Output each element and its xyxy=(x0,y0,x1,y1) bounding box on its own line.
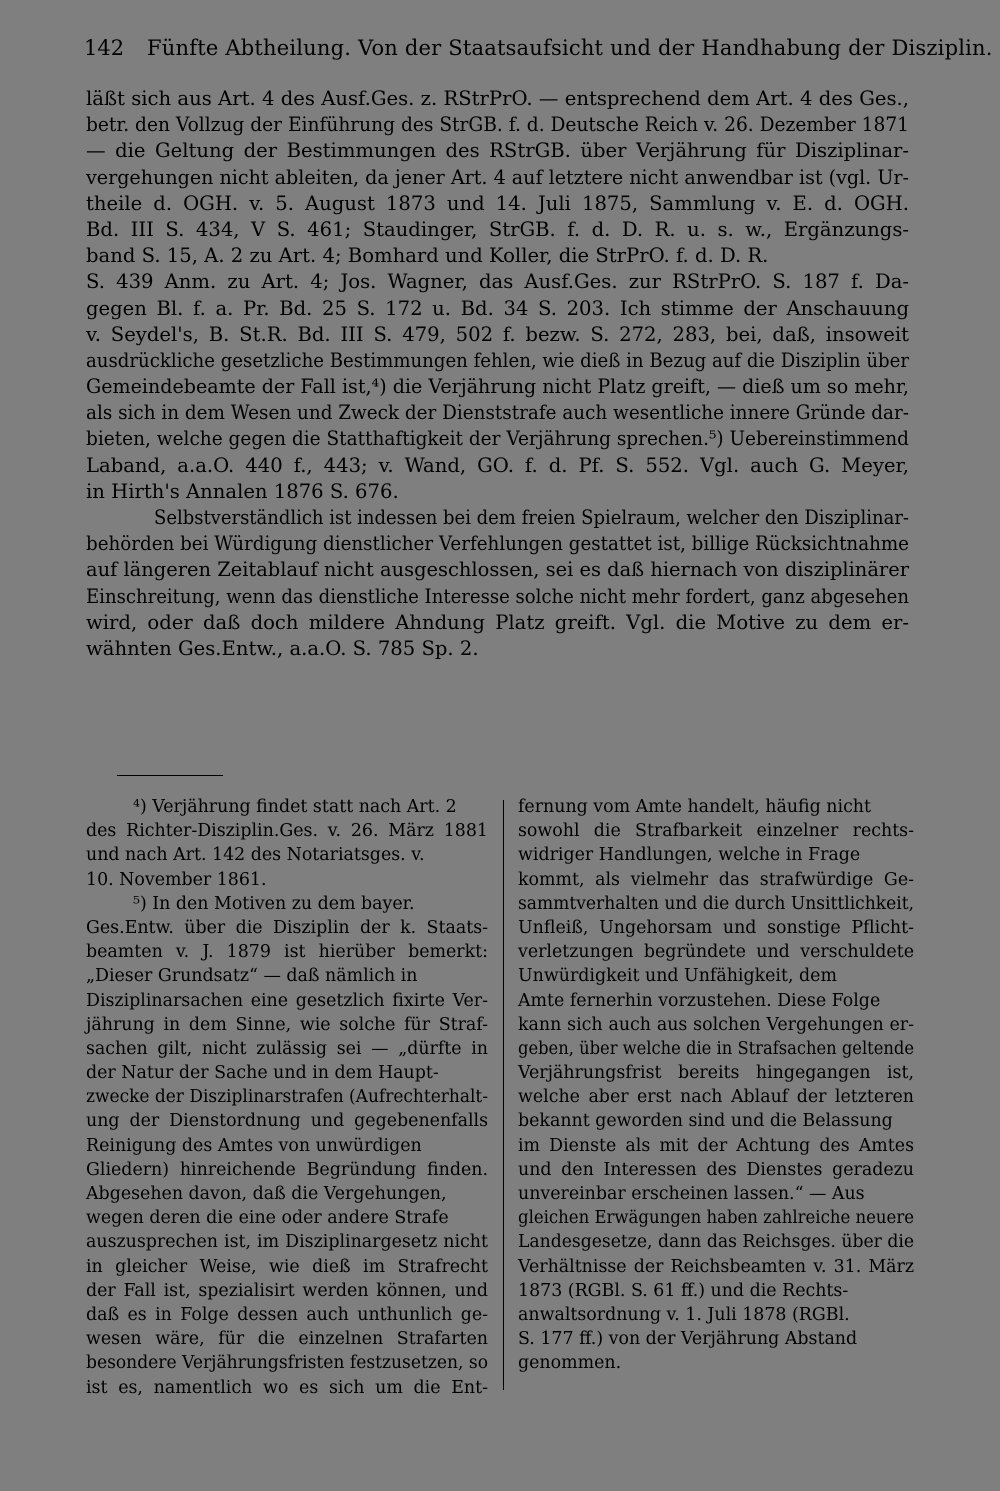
text-line: und den Interessen des Dienstes geradezu xyxy=(518,1159,914,1180)
text-line: Gemeindebeamte der Fall ist,⁴) die Verjährung nicht Platz greift, — dieß um so mehr, xyxy=(86,375,909,399)
text-line: auszusprechen ist, im Disziplinargesetz nicht xyxy=(86,1232,488,1253)
text-line: Bd. III S. 434, V S. 461; Staudinger, StrGB. f. d. D. R. u. s. w., Ergänzungs- xyxy=(86,217,909,241)
text-line: sammtverhalten und die durch Unsittlichkeit, xyxy=(518,893,914,914)
text-line: theile d. OGH. v. 5. August 1873 und 14. Juli 1875, Sammlung v. E. d. OGH. xyxy=(86,191,909,215)
text-line: anwaltsordnung v. 1. Juli 1878 (RGBl. xyxy=(518,1304,850,1325)
text-line: Unwürdigkeit und Unfähigkeit, dem xyxy=(518,966,837,987)
text-line: bekannt geworden sind und die Belassung xyxy=(518,1111,893,1132)
text-line: Einschreitung, wenn das dienstliche Interesse solche nicht mehr fordert, ganz abgesehen xyxy=(86,584,909,608)
text-line: Gliedern) hinreichende Begründung finden. xyxy=(86,1159,488,1180)
column-rule xyxy=(503,800,504,1390)
text-line: wird, oder daß doch mildere Ahndung Platz greift. Vgl. die Motive zu dem er- xyxy=(86,610,909,634)
text-line: fernung vom Amte handelt, häufig nicht xyxy=(518,797,871,817)
text-line: Abgesehen davon, daß die Vergehungen, xyxy=(86,1184,447,1204)
text-line: Disziplinarsachen eine gesetzlich fixirte Ver- xyxy=(86,990,488,1011)
text-line: der Fall ist, spezialisirt werden können, und xyxy=(86,1280,488,1301)
text-line: daß es in Folge dessen auch unthunlich ge- xyxy=(86,1304,488,1325)
text-line: in gleicher Weise, wie dieß im Strafrecht xyxy=(86,1256,488,1277)
page-number: 142 xyxy=(84,36,125,60)
text-line: behörden bei Würdigung dienstlicher Verfehlungen gestattet ist, billige Rücksichtnahme xyxy=(86,532,909,556)
text-line: wähnten Ges.Entw., a.a.O. S. 785 Sp. 2. xyxy=(86,636,479,660)
text-line: sowohl die Strafbarkeit einzelner rechts- xyxy=(518,821,914,842)
text-line: verletzungen begründete und verschuldete xyxy=(518,942,914,963)
text-line: S. 177 ff.) von der Verjährung Abstand xyxy=(518,1329,858,1350)
text-line: beamten v. J. 1879 ist hierüber bemerkt: xyxy=(86,942,488,963)
text-line: im Dienste als mit der Achtung des Amtes xyxy=(518,1135,914,1156)
text-line: zwecke der Disziplinarstrafen (Aufrechterhalt- xyxy=(86,1087,488,1108)
text-line: geben, über welche die in Strafsachen geltende xyxy=(518,1038,914,1059)
text-line: betr. den Vollzug der Einführung des StrGB. f. d. Deutsche Reich v. 26. Dezember 1871 xyxy=(86,113,909,137)
text-line: „Dieser Grundsatz“ — daß nämlich in xyxy=(86,966,418,987)
text-line: Verjährungsfrist bereits hingegangen ist, xyxy=(518,1063,914,1084)
text-line: ⁴) Verjährung findet statt nach Art. 2 xyxy=(133,797,457,817)
text-line: v. Seydel's, B. St.R. Bd. III S. 479, 502 f. bezw. S. 272, 283, bei, daß, insoweit xyxy=(86,322,909,346)
text-line: und nach Art. 142 des Notariatsges. v. xyxy=(86,845,425,866)
footnotes-left-column xyxy=(86,795,488,1400)
text-line: genommen. xyxy=(518,1353,622,1374)
running-title: Fünfte Abtheilung. Von der Staatsaufsicht und der Handhabung der Disziplin. xyxy=(147,36,993,60)
text-line: Landesgesetze, dann das Reichsges. über die xyxy=(518,1232,914,1253)
text-line: 10. November 1861. xyxy=(86,869,267,890)
text-line: wegen deren die eine oder andere Strafe xyxy=(86,1208,449,1229)
text-line: Amte fernerhin vorzustehen. Diese Folge xyxy=(518,990,881,1011)
text-line: gegen Bl. f. a. Pr. Bd. 25 S. 172 u. Bd. 34 S. 203. Ich stimme der Anschauung xyxy=(86,296,909,320)
text-line: ist es, namentlich wo es sich um die Ent- xyxy=(86,1377,488,1398)
footnote-separator xyxy=(117,775,223,776)
text-line: sachen gilt, nicht zulässig sei — „dürfte in xyxy=(86,1038,488,1059)
text-line: ausdrückliche gesetzliche Bestimmungen fehlen, wie dieß in Bezug auf die Disziplin über xyxy=(86,348,909,372)
text-line: ⁵) In den Motiven zu dem bayer. xyxy=(133,893,415,914)
text-line: des Richter-Disziplin.Ges. v. 26. März 1881 xyxy=(86,821,488,842)
text-line: — die Geltung der Bestimmungen des RStrGB. über Verjährung für Disziplinar- xyxy=(86,139,909,163)
text-line: kann sich auch aus solchen Vergehungen er- xyxy=(518,1014,914,1035)
text-line: Ges.Entw. über die Disziplin der k. Staats- xyxy=(86,917,488,938)
main-body-text xyxy=(86,86,909,662)
text-line: gleichen Erwägungen haben zahlreiche neuere xyxy=(518,1208,914,1229)
text-line: unvereinbar erscheinen lassen.“ — Aus xyxy=(518,1184,865,1204)
text-line: als sich in dem Wesen und Zweck der Dienststrafe auch wesentliche innere Gründe dar- xyxy=(86,401,909,425)
text-line: ung der Dienstordnung und gegebenenfalls xyxy=(86,1111,488,1132)
text-line: Selbstverständlich ist indessen bei dem freien Spielraum, welcher den Disziplinar- xyxy=(154,506,909,529)
text-line: Reinigung des Amtes von unwürdigen xyxy=(86,1135,422,1156)
text-line: band S. 15, A. 2 zu Art. 4; Bomhard und Koller, die StrPrO. f. d. D. R. xyxy=(86,244,769,268)
text-line: in Hirth's Annalen 1876 S. 676. xyxy=(86,479,399,503)
text-line: welche aber erst nach Ablauf der letzteren xyxy=(518,1087,914,1108)
text-line: Laband, a.a.O. 440 f., 443; v. Wand, GO. f. d. Pf. S. 552. Vgl. auch G. Meyer, xyxy=(86,453,909,477)
text-line: wesen wäre, für die einzelnen Strafarten xyxy=(86,1329,488,1350)
text-line: auf längeren Zeitablauf nicht ausgeschlossen, sei es daß hiernach von disziplinärer xyxy=(86,558,909,582)
text-line: widriger Handlungen, welche in Frage xyxy=(518,845,861,866)
text-line: 1873 (RGBl. S. 61 ff.) und die Rechts- xyxy=(518,1280,849,1301)
text-line: S. 439 Anm. zu Art. 4; Jos. Wagner, das Ausf.Ges. zur RStrPrO. S. 187 f. Da- xyxy=(86,270,909,294)
text-line: besondere Verjährungsfristen festzusetzen, so xyxy=(86,1353,488,1374)
text-line: der Natur der Sache und in dem Haupt- xyxy=(86,1063,439,1084)
text-line: Verhältnisse der Reichsbeamten v. 31. März xyxy=(518,1256,914,1277)
page-header xyxy=(84,33,993,63)
text-line: Unfleiß, Ungehorsam und sonstige Pflicht- xyxy=(518,917,914,938)
text-line: vergehungen nicht ableiten, da jener Art. 4 auf letztere nicht anwendbar ist (vgl. Ur- xyxy=(86,165,909,189)
text-line: jährung in dem Sinne, wie solche für Straf- xyxy=(86,1014,488,1035)
text-line: kommt, als vielmehr das strafwürdige Ge- xyxy=(518,869,914,890)
text-line: läßt sich aus Art. 4 des Ausf.Ges. z. RStrPrO. — entsprechend dem Art. 4 des Ges., xyxy=(86,87,909,110)
text-line: bieten, welche gegen die Statthaftigkeit der Verjährung sprechen.⁵) Uebereinstimmend xyxy=(86,427,909,451)
footnotes-right-column xyxy=(518,795,914,1376)
